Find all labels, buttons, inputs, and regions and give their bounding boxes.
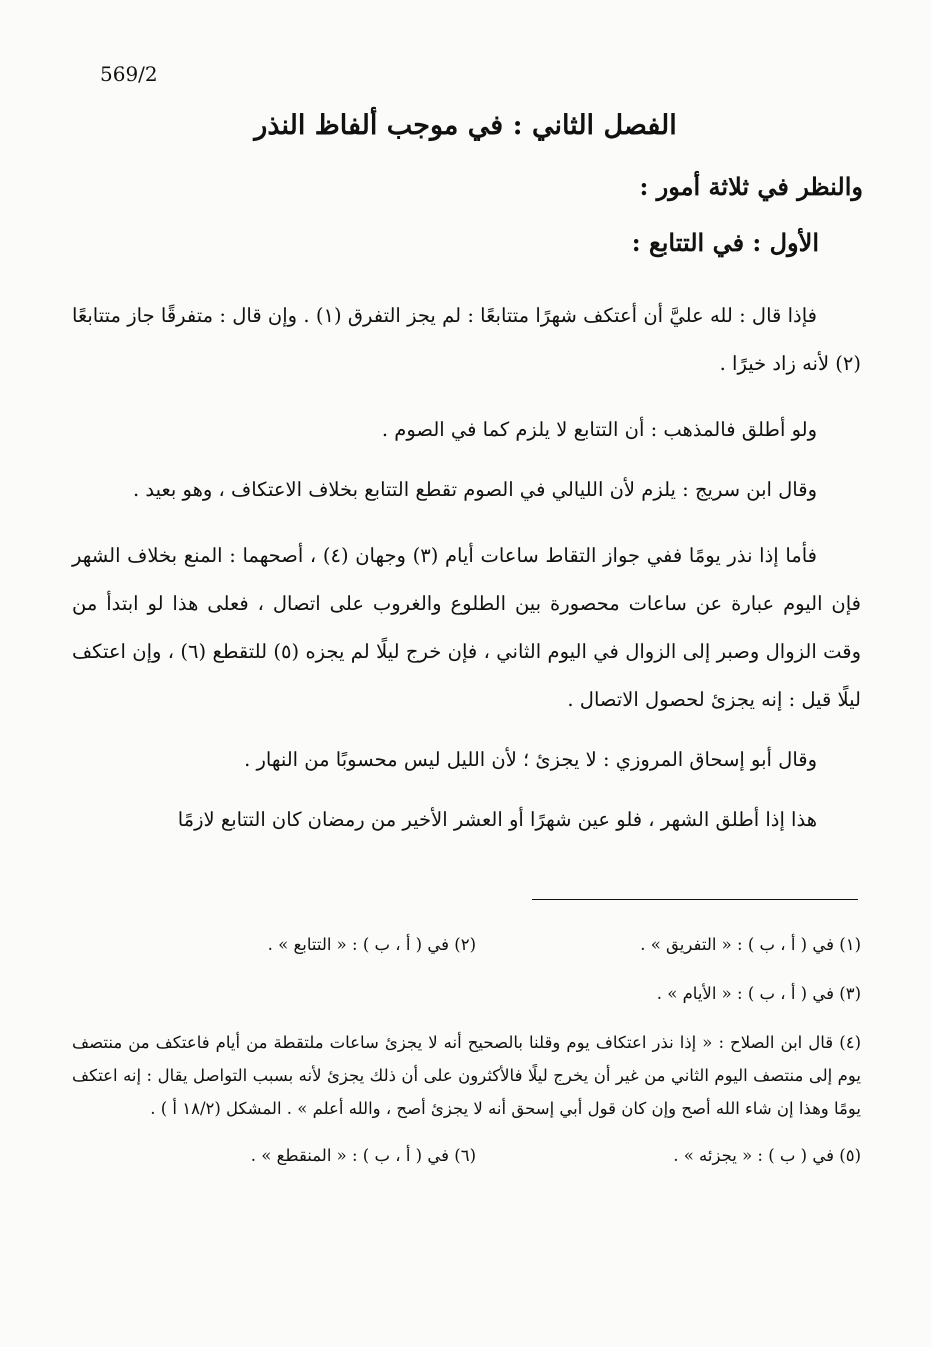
paragraph-5: وقال أبو إسحاق المروزي : لا يجزئ ؛ لأن الليل ليس محسوبًا من النهار . (244, 748, 817, 771)
main-text (72, 292, 861, 844)
footnote-2: (٢) في ( أ ، ب ) : « التتابع » . (267, 935, 476, 954)
paragraph-1: فإذا قال : لله عليَّ أن أعتكف شهرًا متتابعًا : لم يجز التفرق (١) . وإن قال : متفرقًا جاز متتابعًا (٢) لأنه زاد خيرًا . (72, 304, 861, 375)
footnote-4: (٤) قال ابن الصلاح : « إذا نذر اعتكاف يوم وقلنا بالصحيح أنه لا يجزئ ساعات ملتقطة من أيام فاعتكف من منتصف يوم إلى منتصف اليوم الثاني من غير أن يخرج ليلًا فالأكثرون على أن ذلك يجزئ لأنه بسبب التواصل يقال : إنه اعتكف يومًا وهذا إن شاء الله أصح وإن كان قول أبي إسحق أنه لا يجزئ أصح ، والله أعلم » . المشكل (١٨/٢ أ ) . (72, 1033, 861, 1118)
footnote-row-2 (72, 1139, 861, 1172)
footnote-1: (١) في ( أ ، ب ) : « التفريق » . (640, 935, 861, 954)
footnotes (72, 928, 861, 1188)
footnote-5: (٥) في ( ب ) : « يجزئه » . (673, 1146, 861, 1165)
footnote-divider (532, 899, 858, 900)
footnote-6: (٦) في ( أ ، ب ) : « المنقطع » . (250, 1146, 476, 1165)
paragraph-2: ولو أطلق فالمذهب : أن التتابع لا يلزم كما في الصوم . (381, 418, 817, 441)
paragraph-3: وقال ابن سريج : يلزم لأن الليالي في الصوم تقطع التتابع بخلاف الاعتكاف ، وهو بعيد . (133, 478, 817, 501)
section-intro: والنظر في ثلاثة أمور : (639, 172, 863, 201)
footnote-3: (٣) في ( أ ، ب ) : « الأيام » . (656, 984, 861, 1003)
page-number: 569/2 (100, 62, 158, 86)
chapter-title: الفصل الثاني : في موجب ألفاظ النذر (254, 110, 677, 141)
paragraph-4: فأما إذا نذر يومًا ففي جواز التقاط ساعات أيام (٣) وجهان (٤) ، أصحهما : المنع بخلاف الشهر فإن اليوم عبارة عن ساعات محصورة بين الطلوع والغروب على اتصال ، فعلى هذا لو ابتدأ من وقت الزوال وصبر إلى الزوال في اليوم الثاني ، فإن خرج ليلًا لم يجزه (٥) للتقطع (٦) ، وإن اعتكف ليلًا قيل : إنه يجزئ لحصول الاتصال . (72, 544, 861, 711)
paragraph-6: هذا إذا أطلق الشهر ، فلو عين شهرًا أو العشر الأخير من رمضان كان التتابع لازمًا (177, 808, 817, 831)
subsection-title: الأول : في التتابع : (631, 228, 819, 257)
footnote-row-1 (72, 928, 861, 961)
